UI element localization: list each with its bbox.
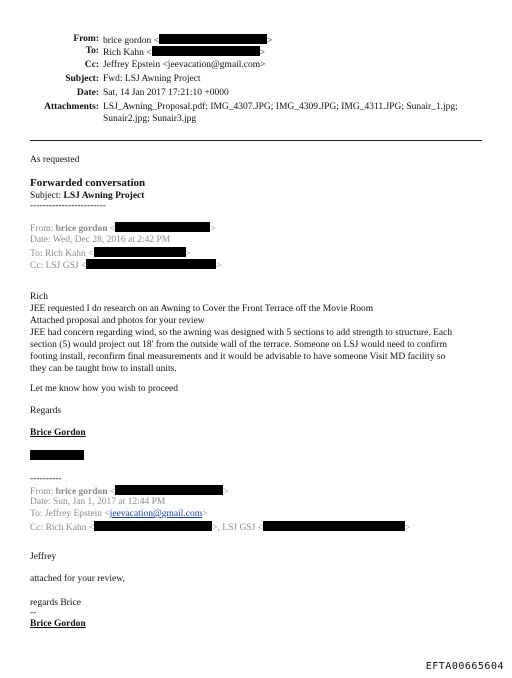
signature-2: Brice Gordon bbox=[30, 619, 86, 629]
subject-value: Fwd: LSJ Awning Project bbox=[103, 74, 201, 84]
msg2-cc-prefix: Cc: Rich Kahn < bbox=[30, 523, 95, 533]
paragraph-2: Attached proposal and photos for your review bbox=[30, 316, 205, 326]
msg1-from bbox=[30, 222, 216, 234]
paragraph-3-line-1: JEE had concern regarding wind, so the awning was designed with 5 sections to add strength to structure. Each bbox=[30, 328, 453, 338]
subject-label: Subject: bbox=[65, 74, 99, 84]
redaction-bar bbox=[94, 521, 212, 531]
msg2-from bbox=[30, 485, 229, 497]
msg2-from-name: brice gordon bbox=[55, 487, 108, 497]
from-label: From: bbox=[73, 34, 99, 44]
msg1-from-end: > bbox=[210, 224, 216, 234]
signature-1: Brice Gordon bbox=[30, 428, 86, 438]
redaction-bar bbox=[159, 34, 267, 44]
regards-text: Regards bbox=[30, 406, 62, 416]
msg1-to-end: > bbox=[185, 249, 191, 259]
date-label: Date: bbox=[76, 88, 99, 98]
subject-bold: LSJ Awning Project bbox=[63, 191, 145, 201]
paragraph-3-line-2: section (5) would project out 18' from the outside wall of the terrace. Someone on LSJ would need to confirm bbox=[30, 340, 447, 350]
msg2-cc-end: > bbox=[405, 523, 411, 533]
msg1-cc bbox=[30, 259, 222, 271]
paragraph-3-line-4: they can be taught how to install units. bbox=[30, 364, 177, 374]
msg2-to-prefix: To: Jeffrey Epstein < bbox=[30, 509, 110, 519]
cc-value: Jeffrey Epstein <jeevacation@gmail.com> bbox=[103, 60, 266, 70]
cc-label: Cc: bbox=[84, 60, 99, 70]
msg2-date: Date: Sun, Jan 1, 2017 at 12:44 PM bbox=[30, 497, 166, 507]
forwarded-subject bbox=[30, 191, 144, 201]
to-bracket: > bbox=[259, 48, 265, 58]
document-id: EFTA00665604 bbox=[425, 661, 504, 672]
redaction-bar bbox=[30, 450, 84, 460]
paragraph-1: JEE requested I do research on an Awning to Cover the Front Terrace off the Movie Room bbox=[30, 304, 374, 314]
msg1-from-lt: < bbox=[107, 224, 116, 234]
msg2-from-end: > bbox=[223, 487, 229, 497]
attachments-label: Attachments: bbox=[44, 102, 99, 112]
msg2-to bbox=[30, 509, 207, 519]
redaction-bar bbox=[86, 259, 216, 269]
msg2-cc bbox=[30, 521, 410, 533]
from-name: brice gordon < bbox=[103, 36, 160, 46]
msg1-from-prefix: From: bbox=[30, 224, 56, 234]
msg2-cc-mid: >, LSJ GSJ < bbox=[212, 523, 264, 533]
attached-text: attached for your review, bbox=[30, 574, 125, 584]
subject-prefix: Subject: bbox=[30, 191, 64, 201]
to-label: To: bbox=[85, 46, 99, 56]
to-name: Rich Kahn < bbox=[103, 48, 152, 58]
from-bracket: > bbox=[267, 36, 273, 46]
attachments-line-1: LSJ_Awning_Proposal.pdf; IMG_4307.JPG; IMG_4309.JPG; IMG_4311.JPG; Sunair_1.jpg; bbox=[103, 102, 458, 112]
dash-separator: ------------------------ bbox=[30, 201, 106, 211]
msg1-cc-end: > bbox=[216, 261, 222, 271]
redaction-bar bbox=[115, 222, 210, 232]
redaction-bar bbox=[94, 247, 186, 257]
msg2-from-lt: < bbox=[107, 487, 116, 497]
regards-brice-text: regards Brice bbox=[30, 598, 81, 608]
msg2-from-prefix: From: bbox=[30, 487, 56, 497]
greeting-rich: Rich bbox=[30, 292, 48, 302]
email-link[interactable]: jeevacation@gmail.com bbox=[109, 509, 203, 519]
redaction-bar bbox=[152, 46, 260, 56]
attachments-line-2: Sunair2.jpg; Sunair3.jpg bbox=[103, 114, 197, 124]
header-divider bbox=[30, 140, 482, 141]
greeting-jeffrey: Jeffrey bbox=[30, 552, 57, 562]
msg1-cc-text: Cc: LSJ GSJ < bbox=[30, 261, 87, 271]
redaction-bar bbox=[115, 485, 223, 495]
msg1-to-text: To: Rich Kahn < bbox=[30, 249, 94, 259]
forwarded-title: Forwarded conversation bbox=[30, 177, 146, 189]
paragraph-3-line-3: footing install, reconfirm final measurements and it would be advisable to have someone Visit MD facility so bbox=[30, 352, 446, 362]
msg1-to bbox=[30, 247, 191, 259]
dash-separator-2: ---------- bbox=[30, 474, 62, 484]
as-requested-text: As requested bbox=[30, 155, 80, 165]
msg1-date: Date: Wed, Dec 28, 2016 at 2:42 PM bbox=[30, 235, 171, 245]
signature-dash: -- bbox=[30, 608, 37, 618]
from-value bbox=[103, 34, 272, 46]
msg1-from-name: brice gordon bbox=[55, 224, 108, 234]
date-value: Sat, 14 Jan 2017 17:21:10 +0000 bbox=[103, 88, 229, 98]
to-value bbox=[103, 46, 265, 58]
msg2-to-end: > bbox=[202, 509, 208, 519]
redaction-bar bbox=[263, 521, 405, 531]
let-me-know-text: Let me know how you wish to proceed bbox=[30, 384, 179, 394]
